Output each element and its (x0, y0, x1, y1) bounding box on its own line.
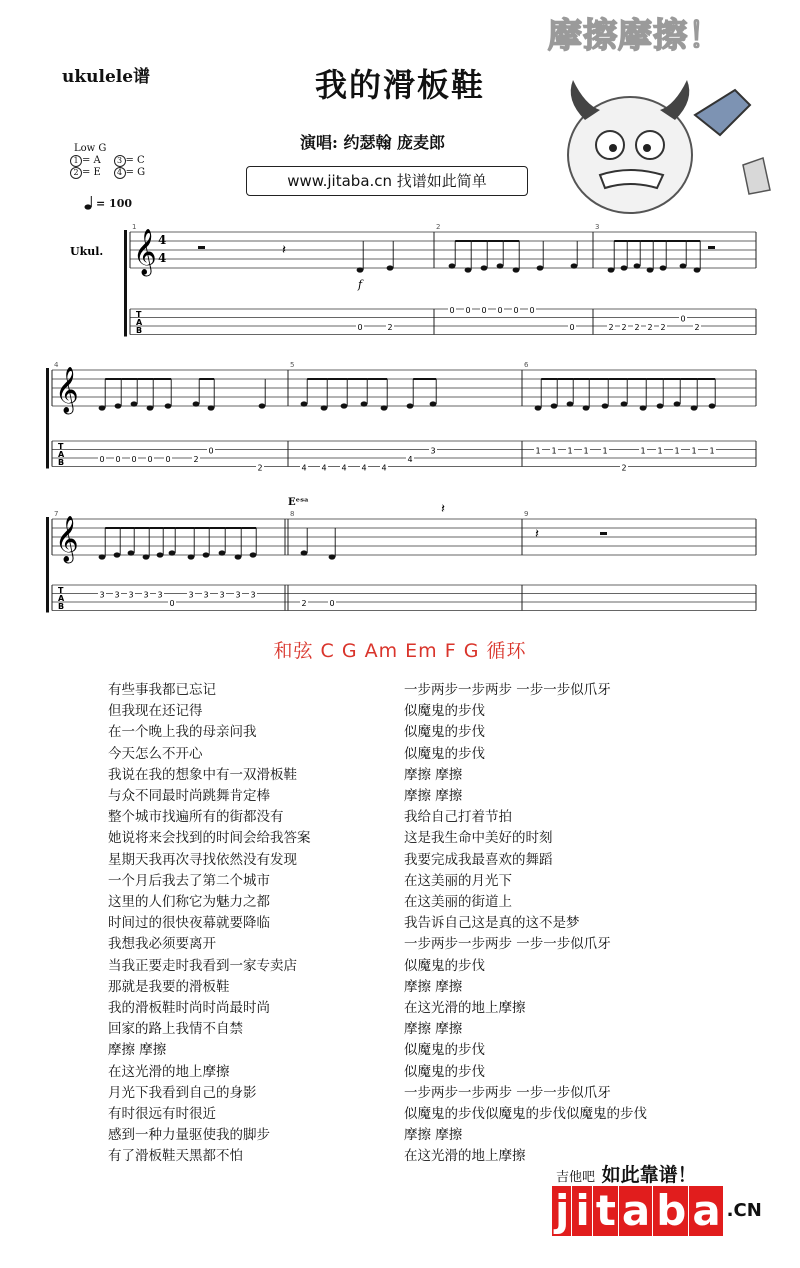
lyric-line: 回家的路上我情不自禁 (108, 1021, 243, 1038)
tab-fret-number: 4 (301, 463, 307, 473)
notehead (250, 552, 257, 557)
tab-fret-number: 3 (99, 590, 105, 600)
notehead (188, 554, 195, 559)
notehead (608, 267, 615, 272)
notehead (193, 401, 200, 406)
tab-fret-number: 0 (208, 446, 214, 456)
lyrics-column-left (108, 680, 311, 1168)
notehead (407, 403, 414, 408)
tab-fret-number: 2 (621, 323, 627, 332)
lyric-line: 我给自己打着节拍 (404, 809, 512, 826)
treble-clef-icon: 𝄞 (55, 367, 79, 413)
notehead (128, 550, 135, 555)
notehead (219, 550, 226, 555)
notehead (551, 403, 558, 408)
notehead (674, 401, 681, 406)
tab-fret-number: 0 (569, 323, 575, 332)
tab-fret-number: 2 (301, 599, 307, 608)
tab-fret-number: 2 (621, 463, 627, 473)
tab-fret-number: 0 (147, 455, 153, 464)
logo-letter: j (552, 1186, 571, 1236)
lyric-line: 整个城市找遍所有的街都没有 (108, 809, 284, 826)
tab-fret-number: 1 (657, 446, 663, 456)
tab-fret-number: 0 (115, 455, 121, 464)
tab-fret-number: 3 (203, 590, 209, 600)
tab-clef-letter: B (58, 602, 65, 611)
logo-letter: a (619, 1186, 652, 1236)
time-signature-bottom: 4 (158, 251, 167, 265)
measure-number: 2 (436, 223, 441, 231)
notehead (301, 401, 308, 406)
logo-suffix: .CN (726, 1200, 762, 1221)
notehead (621, 265, 628, 270)
tab-fret-number: 3 (188, 590, 194, 600)
lyric-line: 月光下我看到自己的身影 (108, 1084, 257, 1101)
notehead (660, 265, 667, 270)
lyric-line: 时间过的很快夜幕就要降临 (108, 915, 270, 932)
notehead (165, 403, 172, 408)
notehead (571, 263, 578, 268)
tab-fret-number: 3 (219, 590, 225, 600)
tab-fret-number: 0 (329, 599, 335, 608)
notehead (381, 405, 388, 410)
tab-clef-letter: T (136, 310, 142, 319)
tab-fret-number: 3 (430, 446, 436, 456)
lyric-line: 我想我必须要离开 (108, 936, 216, 953)
mascot-caption: 摩擦摩擦！ (548, 16, 723, 56)
notehead (131, 401, 138, 406)
measure-number: 7 (54, 510, 59, 518)
lyric-line: 似魔鬼的步伐 (404, 1042, 485, 1059)
tab-fret-number: 2 (193, 455, 199, 464)
lyric-line: 似魔鬼的步伐 (404, 1063, 485, 1080)
tab-fret-number: 3 (143, 590, 149, 600)
brand-slogan (556, 1160, 697, 1187)
tab-fret-number: 1 (691, 446, 697, 456)
lyric-line: 似魔鬼的步伐 (404, 957, 485, 974)
chord-mark: Eᵉˢᵃ (288, 497, 309, 508)
lyric-line: 摩擦 摩擦 (404, 1021, 463, 1038)
string-note: = E (82, 167, 101, 178)
tab-fret-number: 0 (169, 599, 175, 608)
notehead (621, 401, 628, 406)
treble-clef-icon: 𝄞 (55, 516, 79, 562)
notehead (99, 554, 106, 559)
string-number: 4 (114, 167, 126, 179)
measure-number: 9 (524, 510, 529, 518)
tab-fret-number: 0 (529, 306, 535, 315)
lyric-line: 在一个晚上我的母亲问我 (108, 724, 257, 741)
notehead (449, 263, 456, 268)
lyric-line: 这里的人们称它为魅力之都 (108, 894, 270, 911)
lyric-line: 感到一种力量驱使我的脚步 (108, 1127, 270, 1144)
notehead (99, 405, 106, 410)
notehead (357, 267, 364, 272)
tab-fret-number: 1 (709, 446, 715, 456)
measure-number: 5 (290, 361, 295, 369)
tab-fret-number: 2 (608, 323, 614, 332)
brand-logo (552, 1186, 766, 1236)
lyric-line: 她说将来会找到的时间会给我答案 (108, 830, 311, 847)
brand-slogan-text: 如此靠谱！ (601, 1164, 697, 1186)
tab-fret-number: 4 (321, 463, 327, 473)
notehead (321, 405, 328, 410)
lyric-line: 在这光滑的地上摩擦 (404, 1148, 526, 1165)
notehead (387, 265, 394, 270)
tab-fret-number: 0 (131, 455, 137, 464)
tab-fret-number: 1 (583, 446, 589, 456)
lyric-line: 有了滑板鞋天黑都不怕 (108, 1148, 243, 1165)
notehead (497, 263, 504, 268)
logo-letter: b (653, 1186, 688, 1236)
tab-fret-number: 1 (551, 446, 557, 456)
quarter-rest-icon: 𝄽 (282, 243, 286, 258)
tab-fret-number: 3 (250, 590, 256, 600)
lyric-line: 摩擦 摩擦 (404, 1127, 463, 1144)
notehead (259, 403, 266, 408)
system-bracket (46, 517, 49, 613)
lyric-line: 我要完成我最喜欢的舞蹈 (404, 851, 553, 868)
tab-fret-number: 4 (407, 455, 413, 464)
tab-fret-number: 3 (235, 590, 241, 600)
tab-fret-number: 0 (357, 323, 363, 332)
notehead (329, 554, 336, 559)
sheet-type-label: ukulele谱 (62, 67, 151, 87)
tab-fret-number: 4 (361, 463, 367, 473)
singer-credit: 演唱: 约瑟翰 庞麦郎 (300, 133, 446, 152)
lyric-line: 一步两步一步两步 一步一步似爪牙 (404, 936, 611, 953)
notehead (341, 403, 348, 408)
lyric-line: 我告诉自己这是真的这不是梦 (404, 915, 580, 932)
tab-clef-letter: B (136, 326, 143, 335)
tab-fret-number: 2 (387, 323, 393, 332)
tab-fret-number: 3 (114, 590, 120, 600)
notehead (513, 267, 520, 272)
notehead (691, 405, 698, 410)
tab-fret-number: 2 (694, 323, 700, 332)
lyrics-column-right (404, 680, 647, 1168)
lyric-line: 在这光滑的地上摩擦 (404, 1000, 526, 1017)
lyric-line: 在这美丽的月光下 (404, 872, 512, 889)
system-bracket (124, 230, 127, 337)
chord-progression: 和弦 C G Am Em F G 循环 (273, 640, 527, 662)
string-number: 1 (70, 155, 82, 167)
lyric-line: 一步两步一步两步 一步一步似爪牙 (404, 682, 611, 698)
measure-number: 6 (524, 361, 529, 369)
tab-fret-number: 1 (602, 446, 608, 456)
tab-clef-letter: T (58, 442, 64, 451)
tab-fret-number: 0 (449, 306, 455, 315)
notehead (115, 403, 122, 408)
notehead (203, 552, 210, 557)
tempo-marking: = 100 (96, 197, 133, 210)
system-bracket (46, 368, 49, 469)
notehead (157, 552, 164, 557)
notehead (235, 554, 242, 559)
tab-fret-number: 0 (481, 306, 487, 315)
lyric-line: 我的滑板鞋时尚时尚最时尚 (108, 1000, 270, 1017)
tab-fret-number: 3 (128, 590, 134, 600)
notehead (535, 405, 542, 410)
measure-number: 1 (132, 223, 137, 231)
measure-number: 4 (54, 361, 59, 369)
tuning-label: Low G (74, 143, 107, 154)
logo-letter: t (593, 1186, 618, 1236)
notehead (465, 267, 472, 272)
half-rest-icon (708, 246, 715, 249)
instrument-label: Ukul. (70, 245, 104, 258)
logo-letter: a (689, 1186, 722, 1236)
notehead (640, 405, 647, 410)
tab-fret-number: 2 (634, 323, 640, 332)
tab-clef-letter: B (58, 458, 65, 467)
tab-fret-number: 3 (157, 590, 163, 600)
half-rest-icon (198, 246, 205, 249)
treble-clef-icon: 𝄞 (133, 229, 157, 275)
notehead (602, 403, 609, 408)
lyric-line: 一个月后我去了第二个城市 (108, 872, 270, 889)
notehead (114, 552, 121, 557)
notehead (301, 550, 308, 555)
string-note: = C (125, 155, 145, 166)
score-notation (0, 0, 800, 620)
notehead (567, 401, 574, 406)
string-number: 2 (70, 167, 82, 179)
lyric-line: 今天怎么不开心 (108, 745, 203, 762)
lyric-line: 似魔鬼的步伐 (404, 745, 485, 762)
lyric-line: 似魔鬼的步伐 (404, 724, 485, 741)
tab-fret-number: 0 (513, 306, 519, 315)
tab-fret-number: 0 (99, 455, 105, 464)
tab-fret-number: 0 (165, 455, 171, 464)
song-title: 我的滑板鞋 (314, 66, 485, 104)
measure-number: 3 (595, 223, 600, 231)
lyric-line: 似魔鬼的步伐 (404, 703, 485, 720)
notehead (208, 405, 215, 410)
notehead (361, 401, 368, 406)
lyric-line: 当我正要走时我看到一家专卖店 (108, 957, 297, 974)
notehead (169, 550, 176, 555)
lyric-line: 但我现在还记得 (108, 703, 203, 720)
lyric-line: 似魔鬼的步伐似魔鬼的步伐似魔鬼的步伐 (404, 1106, 647, 1123)
tab-clef-letter: A (136, 318, 143, 327)
brand-slogan-prefix: 吉他吧 (556, 1170, 596, 1185)
notehead (680, 263, 687, 268)
lyric-line: 有时很远有时很近 (108, 1106, 216, 1123)
lyric-line: 摩擦 摩擦 (404, 788, 463, 805)
tab-fret-number: 1 (535, 446, 541, 456)
time-signature-top: 4 (158, 233, 167, 247)
notehead (583, 405, 590, 410)
tab-fret-number: 4 (341, 463, 347, 473)
notehead (634, 263, 641, 268)
lyric-line: 在这光滑的地上摩擦 (108, 1063, 230, 1080)
notehead (694, 267, 701, 272)
notehead (647, 267, 654, 272)
tab-fret-number: 0 (465, 306, 471, 315)
string-note: = G (125, 167, 146, 178)
lyric-line: 摩擦 摩擦 (404, 978, 463, 995)
tab-fret-number: 1 (674, 446, 680, 456)
lyric-line: 有些事我都已忘记 (108, 682, 216, 698)
tab-fret-number: 0 (497, 306, 503, 315)
lyric-line: 那就是我要的滑板鞋 (108, 978, 230, 995)
site-banner[interactable]: www.jitaba.cn 找谱如此简单 (246, 166, 528, 196)
tab-fret-number: 2 (257, 463, 263, 473)
notehead (709, 403, 716, 408)
lyric-line: 一步两步一步两步 一步一步似爪牙 (404, 1084, 611, 1101)
notehead (430, 401, 437, 406)
lyric-line: 与众不同最时尚跳舞肯定棒 (108, 788, 270, 805)
lyric-line: 我说在我的想象中有一双滑板鞋 (108, 766, 297, 783)
logo-letter: i (572, 1186, 591, 1236)
notehead (657, 403, 664, 408)
notehead (481, 265, 488, 270)
tab-fret-number: 1 (567, 446, 573, 456)
string-note: = A (82, 155, 101, 166)
tab-fret-number: 2 (660, 323, 666, 332)
lyric-line: 摩擦 摩擦 (404, 766, 463, 783)
lyric-line: 星期天我再次寻找依然没有发现 (108, 851, 297, 868)
tab-fret-number: 1 (640, 446, 646, 456)
lyric-line: 在这美丽的街道上 (404, 894, 512, 911)
lyric-line: 这是我生命中美好的时刻 (404, 830, 553, 847)
tab-fret-number: 4 (381, 463, 387, 473)
half-rest-icon (600, 532, 607, 535)
tab-fret-number: 2 (647, 323, 653, 332)
tab-clef-letter: T (58, 586, 64, 595)
tab-clef-letter: A (58, 450, 65, 459)
string-number: 3 (114, 155, 126, 167)
notehead (143, 554, 150, 559)
measure-number: 8 (290, 510, 295, 518)
notehead (537, 265, 544, 270)
tab-fret-number: 0 (680, 314, 686, 324)
tab-clef-letter: A (58, 594, 65, 603)
notehead (147, 405, 154, 410)
quarter-rest-icon: 𝄽 (441, 502, 445, 517)
quarter-rest-icon: 𝄽 (535, 527, 539, 542)
dynamic-marking: f (358, 278, 363, 291)
lyric-line: 摩擦 摩擦 (108, 1042, 167, 1059)
